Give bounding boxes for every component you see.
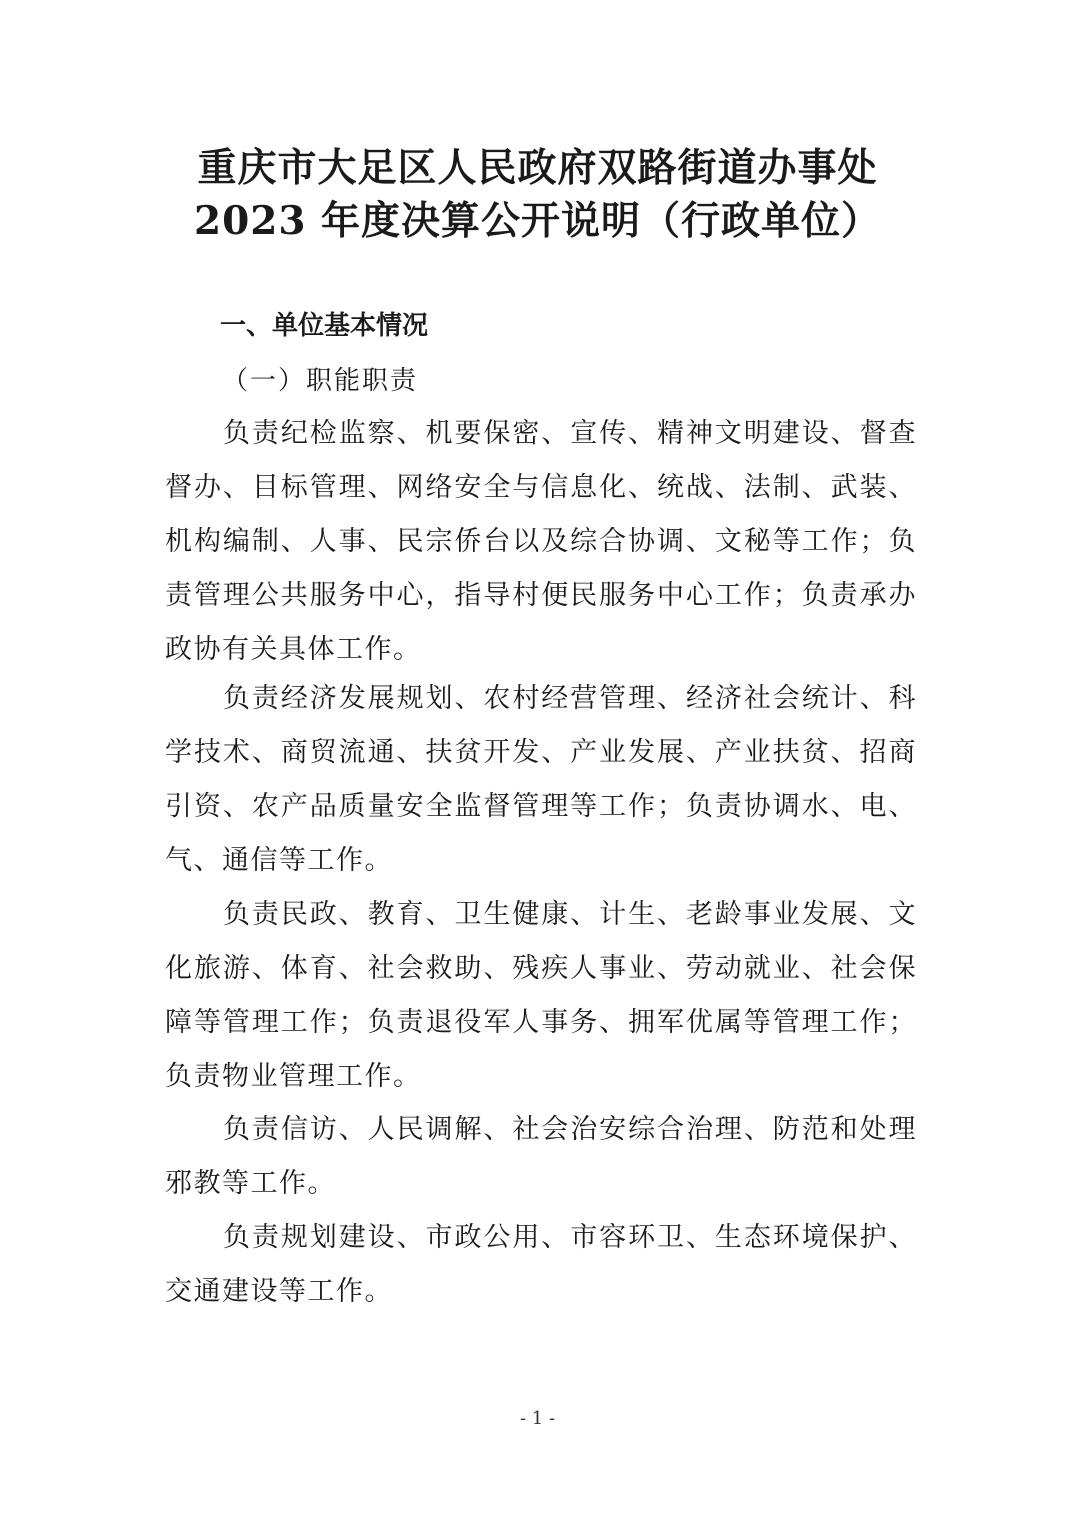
document-title-line-1: 重庆市大足区人民政府双路街道办事处 xyxy=(197,145,878,191)
subsection-heading: （一）职能职责 xyxy=(222,366,419,396)
page-number: - 1 - xyxy=(519,1408,556,1429)
paragraph: 负责民政、教育、卫生健康、计生、老龄事业发展、文化旅游、体育、社会救助、残疾人事业、劳动就业、社会保障等管理工作；负责退役军人事务、拥军优属等管理工作；负责物业管理工作。 xyxy=(165,899,917,1092)
paragraph: 负责信访、人民调解、社会治安综合治理、防范和处理邪教等工作。 xyxy=(165,1114,917,1199)
paragraph: 负责纪检监察、机要保密、宣传、精神文明建设、督查督办、目标管理、网络安全与信息化、统战、法制、武装、机构编制、人事、民宗侨台以及综合协调、文秘等工作；负责管理公共服务中心，指导村便民服务中心工作；负责承办政协有关具体工作。 xyxy=(165,418,917,665)
paragraph: 负责规划建设、市政公用、市容环卫、生态环境保护、交通建设等工作。 xyxy=(165,1222,917,1307)
document-title-line-2: 2023 年度决算公开说明（行政单位） xyxy=(193,198,882,244)
section-heading: 一、单位基本情况 xyxy=(220,311,429,341)
paragraph: 负责经济发展规划、农村经营管理、经济社会统计、科学技术、商贸流通、扶贫开发、产业发展、产业扶贫、招商引资、农产品质量安全监督管理等工作；负责协调水、电、气、通信等工作。 xyxy=(165,683,917,876)
